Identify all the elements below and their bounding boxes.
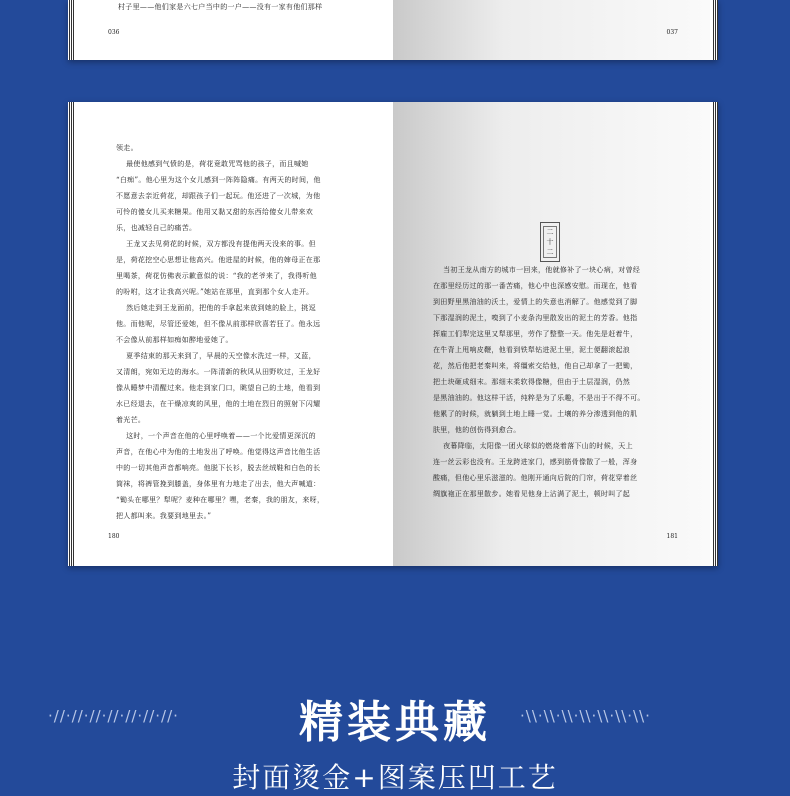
- main-right-page-number: 181: [666, 533, 678, 540]
- top-right-page: [393, 0, 710, 60]
- main-right-page: [393, 102, 710, 566]
- top-left-page-number: 036: [108, 29, 120, 36]
- page-edge-left: [68, 0, 74, 60]
- decorative-ornament-left: ·//·//·//·//·//·//·//·: [48, 707, 179, 725]
- top-left-page-text: 村子里——他们家是六七户当中的一户——没有一家有他们那样: [118, 3, 323, 11]
- main-left-page: [76, 102, 393, 566]
- main-book-spread: [68, 102, 718, 566]
- top-book-spread: [68, 0, 718, 60]
- main-right-page-text: 当初王龙从南方的城市一回来，他就修补了一块心病，对曾经 在那里经历过的那一番苦痛，他心中也深感安慰。而现在，他看 到田野里黑油油的沃土，爱情上的失意也消解了。他感觉到了脚 下那湿润的泥土，嗅到了小麦条沟里散发出的泥土的芳香。他指 挥雇工们犁完这里又犁那里，劳作了整整一天。他先是赶着牛， 在牛背上甩响皮鞭，他看到铁犁钻进泥土里，泥土便翻滚起浪 花，然后他把老秦叫来，将缰索交给他，他自己却拿了一把锄， 把土块砸成细末。那细末柔软得像糖，但由于土层湿润，仍然 是黑油油的。他这样干活，纯粹是为了乐趣，不是出于不得不可。 他累了的时候，就躺到土地上睡一觉。土壤的养分渗透到他的肌 肤里，他的创伤得到愈合。 夜幕降临，太阳像一团火球似的燃烧着落下山的时候，天上 连一丝云彩也没有。王龙跨进家门，感到筋骨像散了一般，浑身 酸痛，但他心里乐滋滋的。他刚开通向后院的门帘，荷花穿着丝 绸旗袍正在那里散步。她看见他身上沾满了泥土，顿时叫了起: [433, 266, 645, 498]
- banner-title: 精装典藏: [299, 697, 491, 748]
- top-left-page: [76, 0, 393, 60]
- main-left-page-number: 180: [108, 533, 120, 540]
- chapter-heading: 二十二: [543, 226, 557, 258]
- page-edge-left: [68, 102, 74, 566]
- decorative-ornament-right: ·\\·\\·\\·\\·\\·\\·\\·: [520, 707, 651, 725]
- banner-subtitle: 封面烫金+图案压凹工艺: [232, 761, 558, 794]
- main-left-page-text: 领走。 最使他感到气愤的是，荷花竟敢咒骂他的孩子，而且喊她 “白痴”。他心里为这个女儿感到一阵阵隐痛。有两天的时间，他 不愿意去亲近荷花，却跟孩子们一起玩。他还进了一次城，为他 可怜的傻女儿买来糖果。他用又黏又甜的东西给傻女儿带来欢 乐，也减轻自己的痛苦。 王龙又去见荷花的时候，双方都没有提他两天没来的事。但 是，荷花挖空心思想让他高兴。他进屋的时候，他的婶母正在那 里喝茶，荷花仿佛表示歉意似的说：“我的老爷来了，我得听他 的吩咐，这才让我高兴呢。”她站在那里，直到那个女人走开。 然后她走到王龙面前，把他的手拿起来放到她的脸上，挑逗 他。而他呢，尽管还爱她，但不像从前那样欣喜若狂了。他永远 不会像从前那样如痴如醉地爱她了。 夏季结束的那天来到了，早晨的天空像水洗过一样，又蓝， 又清朗，宛如无边的海水。一阵清新的秋风从田野吹过，王龙好 像从睡梦中清醒过来。他走到家门口，眺望自己的土地，他看到 水已经退去，在干燥凉爽的风里，他的土地在烈日的照射下闪耀 着光芒。 这时，一个声音在他的心里呼唤着——一个比爱情更深沉的 声音，在他心中为他的土地发出了呼唤。他觉得这声音比他生活 中的一切其他声音都响亮。他脱下长衫，脱去丝绒鞋和白色的长 筒袜，将裤管挽到膝盖，身体里有力地走了出去，他大声喊道： “锄头在哪里？犁呢？麦种在哪里？嘿，老秦，我的朋友，来呀， 把人都叫来。我要到地里去。”: [116, 144, 325, 520]
- top-right-page-number: 037: [666, 29, 678, 36]
- page-edge-right: [712, 102, 718, 566]
- chapter-heading-box: [540, 222, 560, 262]
- page-edge-right: [712, 0, 718, 60]
